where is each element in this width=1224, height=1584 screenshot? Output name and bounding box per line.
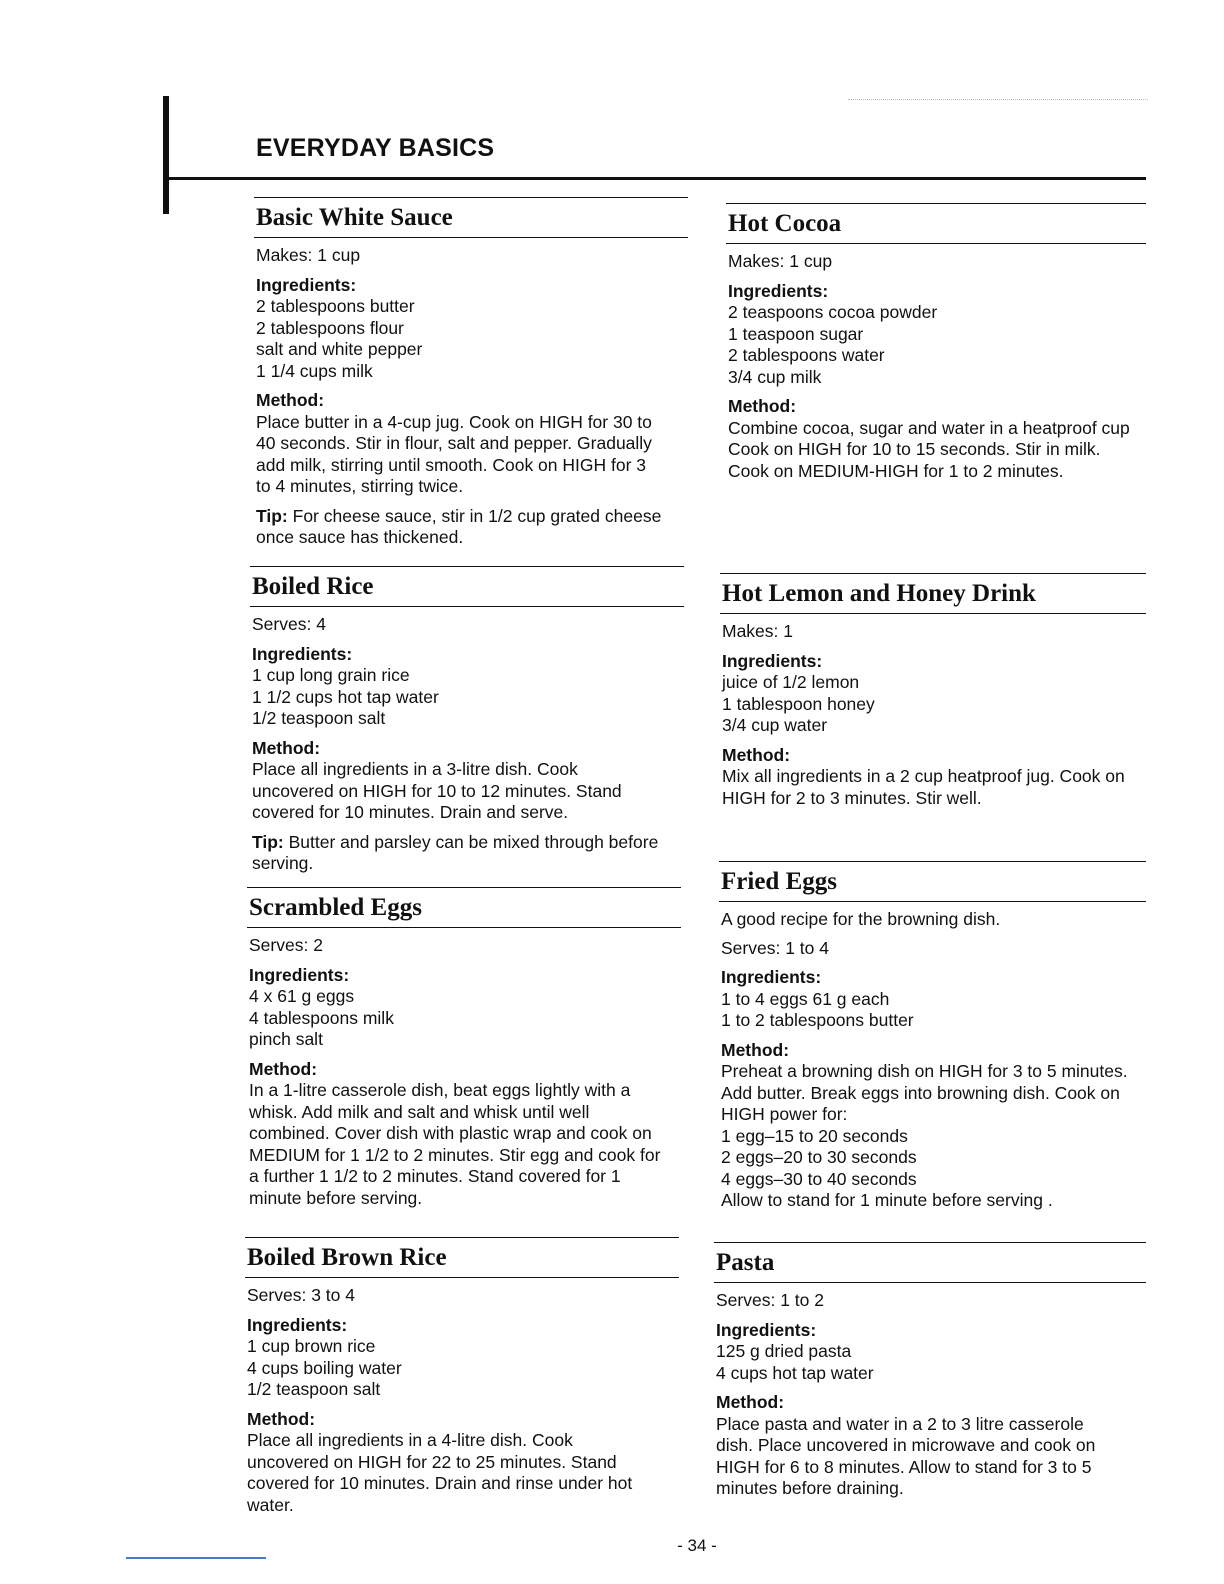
- recipe-description: A good recipe for the browning dish.: [721, 909, 1001, 929]
- ingredient: 1 to 4 eggs 61 g each: [721, 988, 890, 1009]
- ingredient: 1 cup long grain rice: [252, 665, 410, 685]
- ingredient: 4 tablespoons milk: [249, 1007, 394, 1028]
- method-label: Method:: [716, 1392, 785, 1412]
- title-rule: [168, 177, 1146, 180]
- method-line: Allow to stand for 1 minute before serving .: [721, 1190, 1053, 1210]
- method-label: Method:: [256, 390, 325, 410]
- tip: [252, 832, 684, 854]
- ingredient: 1/2 teaspoon salt: [247, 1379, 381, 1399]
- ingredient: 2 teaspoons cocoa powder: [728, 302, 938, 322]
- recipe-yield: Makes: 1 cup: [256, 245, 361, 265]
- ingredient: 2 tablespoons water: [728, 345, 885, 365]
- recipe-scrambled-eggs: [247, 887, 681, 1209]
- method-line: Add butter. Break eggs into browning dish. Cook on: [721, 1082, 1120, 1103]
- tip-label: Tip:: [256, 505, 288, 526]
- method-line: HIGH for 2 to 3 minutes. Stir well.: [722, 787, 982, 808]
- margin-bar: [163, 96, 169, 214]
- method-line: In a 1-litre casserole dish, beat eggs lightly with a: [249, 1080, 631, 1100]
- method-line: 4 eggs–30 to 40 seconds: [721, 1168, 917, 1189]
- recipe-yield: Serves: 4: [252, 614, 326, 634]
- method-line: HIGH power for:: [721, 1104, 848, 1124]
- recipe-fried-eggs: [719, 861, 1146, 1212]
- method-line: a further 1 1/2 to 2 minutes. Stand covered for 1: [249, 1166, 621, 1186]
- ingredients-label: Ingredients:: [247, 1314, 348, 1335]
- method-line: MEDIUM for 1 1/2 to 2 minutes. Stir egg and cook for: [249, 1144, 661, 1165]
- ingredients-label: Ingredients:: [716, 1319, 817, 1340]
- method-line: Preheat a browning dish on HIGH for 3 to 5 minutes.: [721, 1061, 1128, 1081]
- ingredients-label: Ingredients:: [721, 967, 822, 987]
- ingredient: 4 cups hot tap water: [716, 1362, 874, 1383]
- ingredient: pinch salt: [249, 1029, 323, 1049]
- method-line: Cook on MEDIUM-HIGH for 1 to 2 minutes.: [728, 460, 1064, 481]
- method-line: 1 egg–15 to 20 seconds: [721, 1125, 908, 1146]
- method-line: minute before serving.: [249, 1187, 423, 1208]
- method-label: Method:: [252, 737, 321, 758]
- recipe-title: Pasta: [714, 1243, 1146, 1283]
- ingredient: 3/4 cup water: [722, 715, 828, 735]
- method-line: Place all ingredients in a 3-litre dish. Cook: [252, 759, 578, 779]
- recipe-title: Basic White Sauce: [254, 198, 688, 238]
- method-line: water.: [247, 1494, 294, 1515]
- recipe-boiled-rice: [250, 566, 684, 875]
- recipe-title: Boiled Brown Rice: [245, 1238, 679, 1278]
- recipe-yield: Makes: 1 cup: [728, 251, 833, 271]
- method-line: Place pasta and water in a 2 to 3 litre casserole: [716, 1413, 1084, 1434]
- ingredients-label: Ingredients:: [722, 650, 823, 671]
- recipe-title: Boiled Rice: [250, 567, 684, 607]
- ingredient: 4 cups boiling water: [247, 1357, 402, 1378]
- recipe-yield: Serves: 1 to 4: [721, 937, 829, 958]
- recipe-title: Fried Eggs: [719, 862, 1146, 902]
- ingredient: 4 x 61 g eggs: [249, 986, 355, 1006]
- recipe-yield: Serves: 1 to 2: [716, 1290, 824, 1310]
- ingredient: 1 tablespoon honey: [722, 693, 875, 714]
- method-label: Method:: [722, 744, 791, 765]
- method-line: dish. Place uncovered in microwave and cook on: [716, 1435, 1096, 1455]
- recipe-title: Hot Lemon and Honey Drink: [720, 574, 1146, 614]
- page-number: - 34 -: [677, 1536, 717, 1555]
- method-line: whisk. Add milk and salt and whisk until well: [249, 1101, 590, 1122]
- recipe-hot-cocoa: [726, 203, 1146, 482]
- tip-text: For cheese sauce, stir in 1/2 cup grated cheese: [287, 505, 662, 526]
- method-line: combined. Cover dish with plastic wrap and cook on: [249, 1123, 652, 1143]
- ingredient: 2 tablespoons butter: [256, 296, 415, 316]
- recipe-basic-white-sauce: [254, 197, 688, 549]
- method-line: covered for 10 minutes. Drain and rinse under hot: [247, 1473, 633, 1493]
- method-line: covered for 10 minutes. Drain and serve.: [252, 802, 569, 822]
- ingredient: 1 teaspoon sugar: [728, 323, 864, 344]
- recipe-title: Scrambled Eggs: [247, 888, 681, 928]
- method-line: 2 eggs–20 to 30 seconds: [721, 1147, 917, 1167]
- method-line: Cook on HIGH for 10 to 15 seconds. Stir in milk.: [728, 439, 1101, 459]
- ingredients-label: Ingredients:: [728, 280, 829, 301]
- ingredients-label: Ingredients:: [252, 643, 353, 664]
- method-line: uncovered on HIGH for 10 to 12 minutes. Stand: [252, 780, 622, 801]
- method-line: Mix all ingredients in a 2 cup heatproof jug. Cook on: [722, 766, 1125, 786]
- ingredient: 1 1/2 cups hot tap water: [252, 686, 439, 707]
- ingredient: salt and white pepper: [256, 339, 423, 359]
- scan-artifact: [848, 99, 1148, 100]
- tip-text: serving.: [252, 853, 314, 873]
- ingredient: 1 cup brown rice: [247, 1336, 376, 1356]
- method-line: Place butter in a 4-cup jug. Cook on HIGH for 30 to: [256, 411, 652, 432]
- method-line: Combine cocoa, sugar and water in a heatproof cup: [728, 417, 1130, 438]
- ingredient: 1 to 2 tablespoons butter: [721, 1010, 914, 1030]
- ingredients-label: Ingredients:: [256, 274, 357, 295]
- tip-label: Tip:: [252, 831, 284, 852]
- method-label: Method:: [721, 1039, 790, 1060]
- recipe-yield: Serves: 3 to 4: [247, 1285, 355, 1305]
- method-label: Method:: [728, 396, 797, 416]
- method-line: uncovered on HIGH for 22 to 25 minutes. Stand: [247, 1451, 617, 1472]
- recipe-title: Hot Cocoa: [726, 204, 1146, 244]
- ingredient: 3/4 cup milk: [728, 366, 822, 387]
- method-line: Place all ingredients in a 4-litre dish. Cook: [247, 1430, 573, 1450]
- ingredient: juice of 1/2 lemon: [722, 672, 860, 692]
- recipe-pasta: [714, 1242, 1146, 1500]
- ingredients-label: Ingredients:: [249, 964, 350, 985]
- method-line: 40 seconds. Stir in flour, salt and pepper. Gradually: [256, 433, 652, 453]
- method-label: Method:: [247, 1408, 316, 1429]
- method-line: HIGH for 6 to 8 minutes. Allow to stand for 3 to 5: [716, 1456, 1092, 1477]
- page-title: EVERYDAY BASICS: [256, 134, 495, 162]
- recipe-hot-lemon-honey: [720, 573, 1146, 809]
- ingredient: 1 1/4 cups milk: [256, 360, 373, 381]
- tip: [256, 506, 688, 528]
- method-line: minutes before draining.: [716, 1478, 904, 1498]
- recipe-yield: Makes: 1: [722, 621, 793, 641]
- tip-text: once sauce has thickened.: [256, 527, 464, 547]
- ingredient: 1/2 teaspoon salt: [252, 708, 386, 728]
- ingredient: 2 tablespoons flour: [256, 317, 404, 338]
- ingredient: 125 g dried pasta: [716, 1341, 852, 1361]
- method-line: add milk, stirring until smooth. Cook on HIGH for 3: [256, 454, 647, 475]
- tip-text: Butter and parsley can be mixed through before: [283, 831, 659, 852]
- recipe-boiled-brown-rice: [245, 1237, 679, 1516]
- method-line: to 4 minutes, stirring twice.: [256, 476, 464, 496]
- method-label: Method:: [249, 1058, 318, 1079]
- recipe-yield: Serves: 2: [249, 935, 323, 955]
- footer-underline: [126, 1557, 266, 1559]
